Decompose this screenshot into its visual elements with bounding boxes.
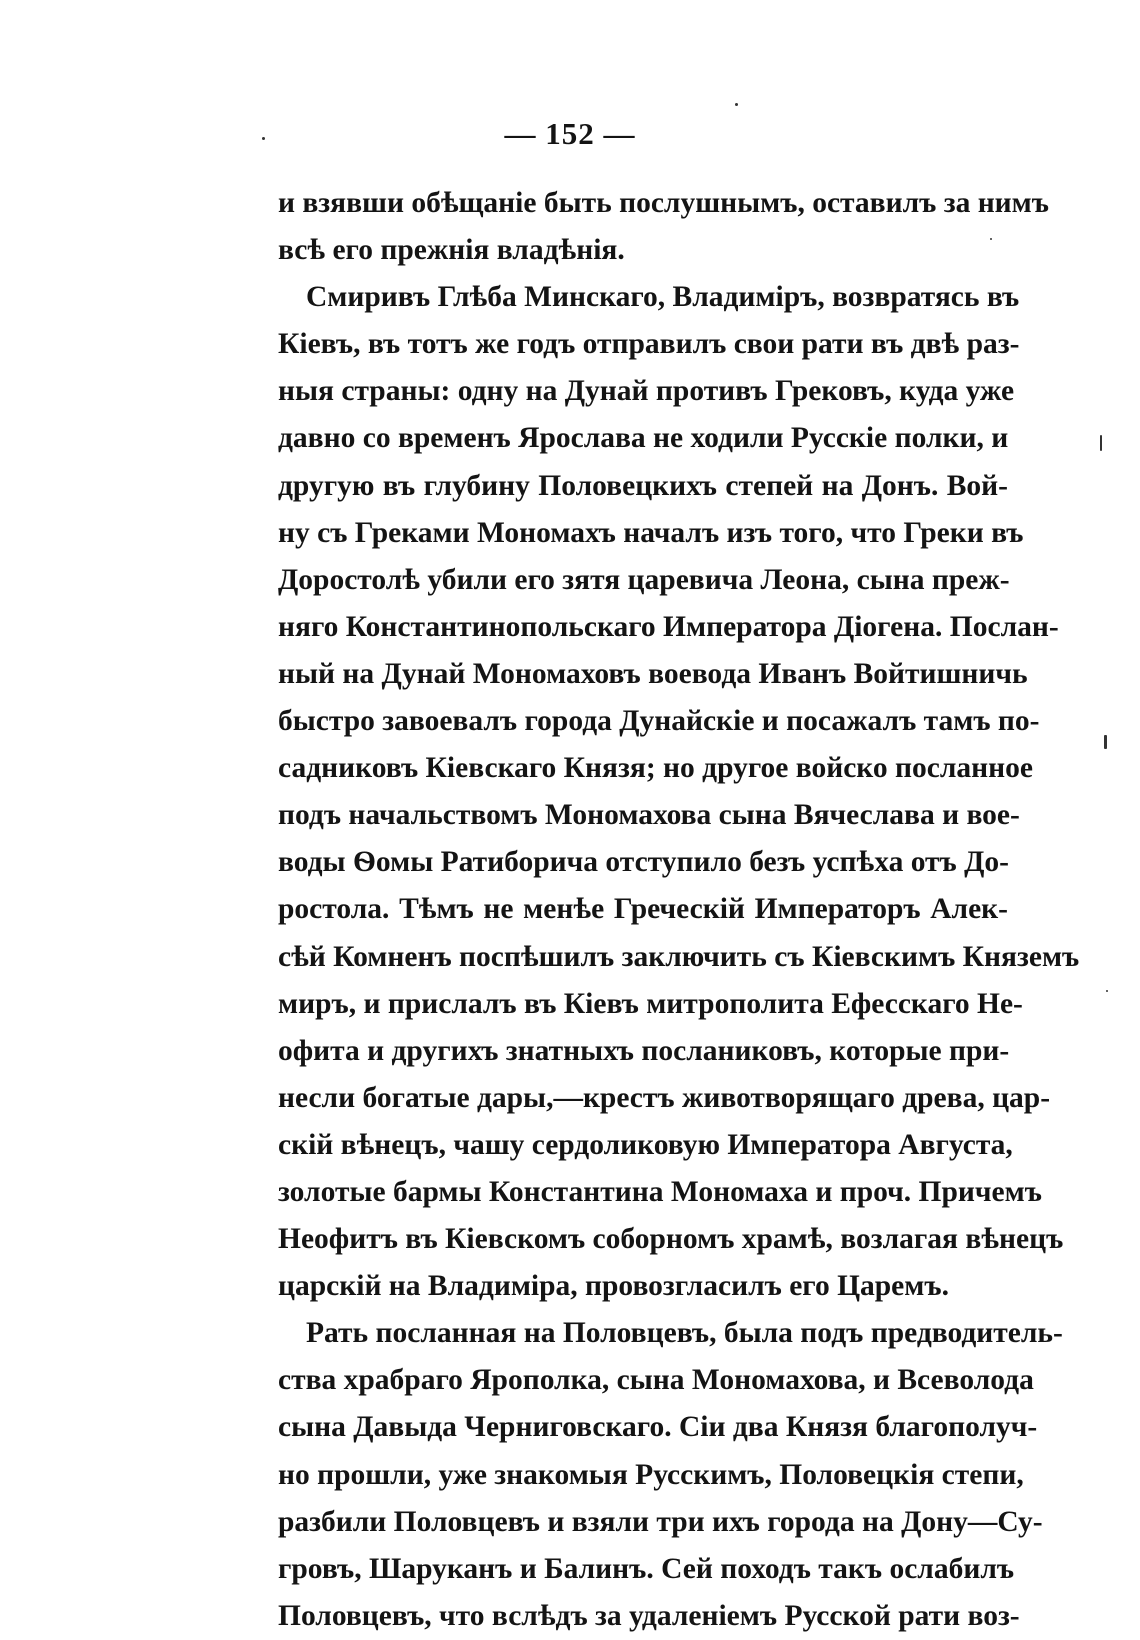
text-line: воды Ѳомы Ратиборича отступило безъ успѣха отъ До-: [278, 846, 1009, 879]
text-line: Рать посланная на Половцевъ, была подъ предводитель-: [306, 1317, 1063, 1350]
text-line: скій вѣнецъ, чашу сердоликовую Императора Августа,: [278, 1128, 1013, 1161]
text-line: сына Давыда Черниговскаго. Сіи два Князя благополуч-: [278, 1411, 1038, 1444]
scan-speck: [1104, 735, 1107, 749]
text-line: но прошли, уже знакомыя Русскимъ, Половецкія степи,: [278, 1458, 1024, 1491]
text-line: миръ, и прислалъ въ Кіевъ митрополита Ефесскаго Не-: [278, 987, 1023, 1020]
text-line: садниковъ Кіевскаго Князя; но другое войско посланное: [278, 752, 1034, 785]
text-line: Половцевъ, что вслѣдъ за удаленіемъ Русской рати воз-: [278, 1599, 1020, 1632]
text-line: давно со временъ Ярослава не ходили Русскіе полки, и: [278, 422, 1009, 455]
text-line: ростола. Тѣмъ не менѣе Греческій Императоръ Алек-: [278, 893, 1008, 926]
text-line: всѣ его прежнія владѣнія.: [278, 234, 625, 267]
text-line: офита и другихъ знатныхъ посланиковъ, которые при-: [278, 1034, 1010, 1067]
text-line: золотые бармы Константина Мономаха и проч. Причемъ: [278, 1175, 1042, 1208]
text-line: Доростолѣ убили его зятя царевича Леона, сына преж-: [278, 563, 1010, 596]
text-line: несли богатые дары,—крестъ животворящаго древа, цар-: [278, 1081, 1051, 1114]
text-line: быстро завоевалъ города Дунайскіе и посажалъ тамъ по-: [278, 705, 1040, 738]
scan-speck: [1106, 990, 1108, 992]
text-line: подъ начальствомъ Мономахова сына Вячеслава и вое-: [278, 799, 1020, 832]
text-line: другую въ глубину Половецкихъ степей на Донъ. Вой-: [278, 469, 1008, 502]
scan-speck: [262, 137, 265, 140]
scan-speck: [990, 238, 992, 240]
text-line: гровъ, Шаруканъ и Балинъ. Сей походъ такъ ослабилъ: [278, 1552, 1015, 1585]
scan-speck: [1100, 435, 1102, 451]
text-line: ну съ Греками Мономахъ началъ изъ того, что Греки въ: [278, 516, 1024, 549]
text-line: сѣй Комненъ поспѣшилъ заключить съ Кіевскимъ Княземъ: [278, 940, 1080, 973]
text-line: Смиривъ Глѣба Минскаго, Владиміръ, возвратясь въ: [306, 281, 1020, 314]
text-line: Кіевъ, въ тотъ же годъ отправилъ свои рати въ двѣ раз-: [278, 328, 1020, 361]
text-line: няго Константинопольскаго Императора Діогена. Послан-: [278, 610, 1059, 643]
body-text: [278, 180, 1080, 1640]
text-line: разбили Половцевъ и взяли три ихъ города на Дону—Су-: [278, 1505, 1043, 1538]
text-line: царскій на Владиміра, провозгласилъ его Царемъ.: [278, 1270, 949, 1303]
scan-speck: [735, 103, 738, 106]
text-line: ный на Дунай Мономаховъ воевода Иванъ Войтишничь: [278, 657, 1028, 690]
text-line: Неофитъ въ Кіевскомъ соборномъ храмѣ, возлагая вѣнецъ: [278, 1223, 1064, 1256]
page-number: — 152 —: [504, 116, 636, 151]
text-line: ства храбраго Ярополка, сына Мономахова, и Всеволода: [278, 1364, 1034, 1397]
text-line: ныя страны: одну на Дунай противъ Грековъ, куда уже: [278, 375, 1015, 408]
text-line: и взявши обѣщаніе быть послушнымъ, оставилъ за нимъ: [278, 187, 1049, 219]
